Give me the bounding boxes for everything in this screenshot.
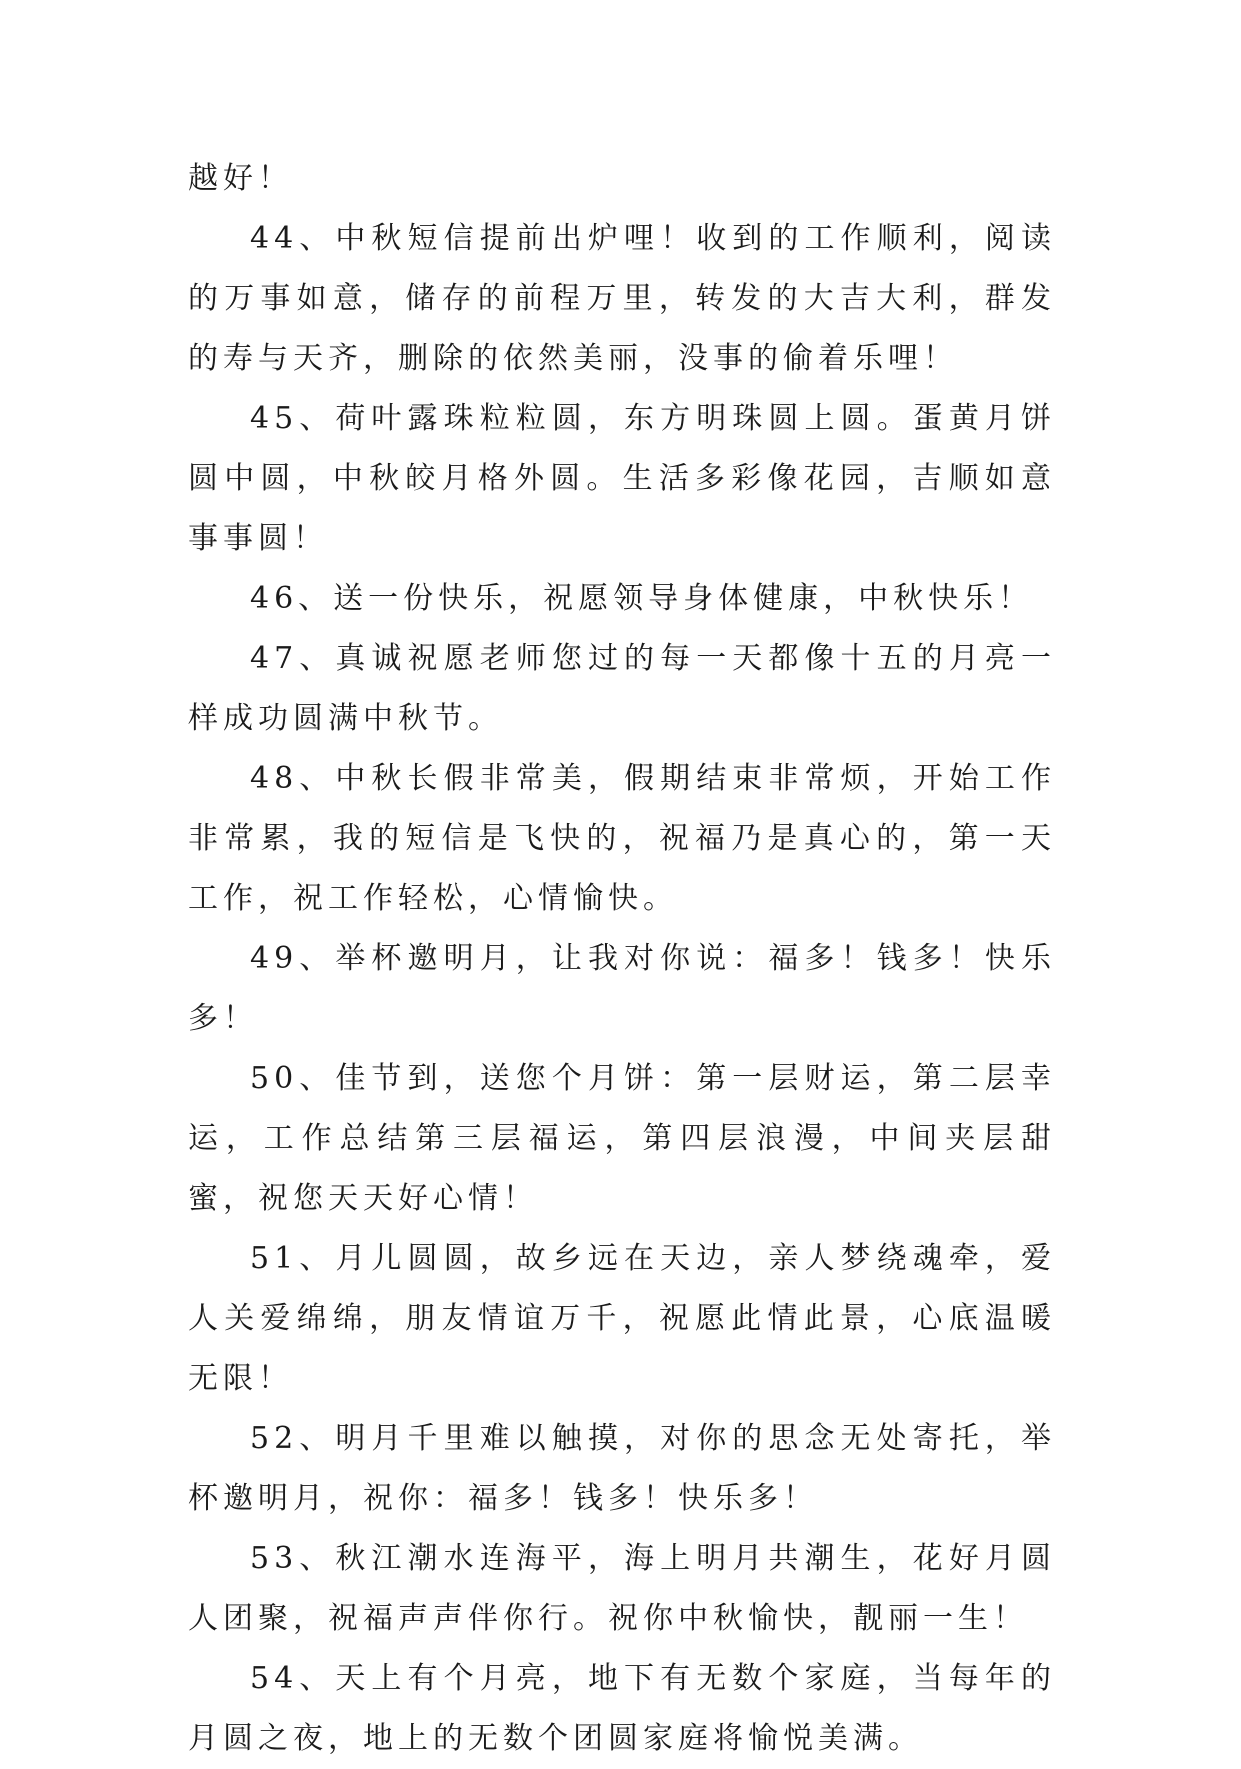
paragraph-52: 52、明月千里难以触摸，对你的思念无处寄托，举杯邀明月，祝你：福多！钱多！快乐多！ <box>188 1421 1056 1516</box>
paragraph-49: 49、举杯邀明月，让我对你说：福多！钱多！快乐多！ <box>188 941 1056 1036</box>
paragraph-54: 54、天上有个月亮，地下有无数个家庭，当每年的月圆之夜，地上的无数个团圆家庭将愉悦美满。 <box>188 1661 1056 1756</box>
paragraph-44: 44、中秋短信提前出炉哩！收到的工作顺利，阅读的万事如意，储存的前程万里，转发的大吉大利，群发的寿与天齐，删除的依然美丽，没事的偷着乐哩！ <box>188 221 1056 376</box>
paragraph-continuation: 越好！ <box>188 161 293 196</box>
paragraph-51: 51、月儿圆圆，故乡远在天边，亲人梦绕魂牵，爱人关爱绵绵，朋友情谊万千，祝愿此情此景，心底温暖无限！ <box>188 1241 1056 1396</box>
paragraph-53: 53、秋江潮水连海平，海上明月共潮生，花好月圆人团聚，祝福声声伴你行。祝你中秋愉快，靓丽一生！ <box>188 1541 1056 1636</box>
document-body <box>188 149 1056 1769</box>
paragraph-46: 46、送一份快乐，祝愿领导身体健康，中秋快乐！ <box>250 581 1034 616</box>
paragraph-45: 45、荷叶露珠粒粒圆，东方明珠圆上圆。蛋黄月饼圆中圆，中秋皎月格外圆。生活多彩像花园，吉顺如意事事圆！ <box>188 401 1056 556</box>
paragraph-47: 47、真诚祝愿老师您过的每一天都像十五的月亮一样成功圆满中秋节。 <box>188 641 1056 736</box>
paragraph-48: 48、中秋长假非常美，假期结束非常烦，开始工作非常累，我的短信是飞快的，祝福乃是真心的，第一天工作，祝工作轻松，心情愉快。 <box>188 761 1056 916</box>
paragraph-50: 50、佳节到，送您个月饼：第一层财运，第二层幸运，工作总结第三层福运，第四层浪漫，中间夹层甜蜜，祝您天天好心情！ <box>188 1061 1056 1216</box>
